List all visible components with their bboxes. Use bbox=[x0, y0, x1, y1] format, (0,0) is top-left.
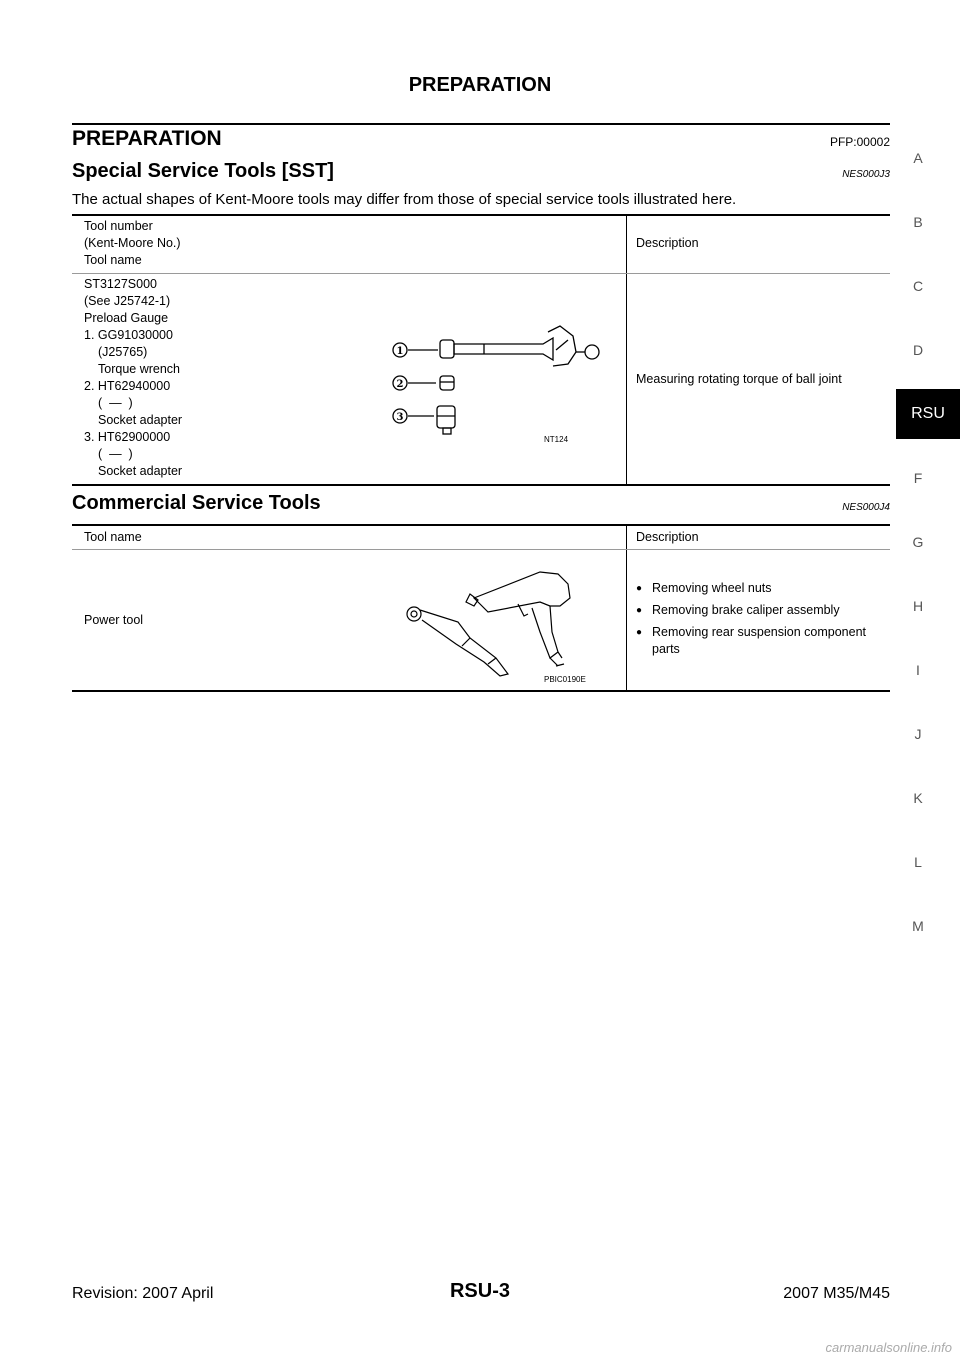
power-tool-figure bbox=[400, 562, 600, 686]
callout-2: 2 bbox=[396, 379, 404, 390]
sst-tool-line: Socket adapter bbox=[98, 464, 183, 478]
sst-table-top-rule bbox=[72, 214, 890, 216]
side-index-a[interactable]: A bbox=[913, 150, 923, 166]
side-index-m[interactable]: M bbox=[912, 918, 924, 934]
side-index-g[interactable]: G bbox=[912, 534, 924, 550]
preload-gauge-figure bbox=[388, 320, 618, 450]
cst-bullet-item: ● Removing brake caliper assembly bbox=[636, 602, 886, 619]
sst-header-col2: Description bbox=[636, 236, 699, 250]
section-code: PFP:00002 bbox=[829, 135, 890, 149]
side-index-d[interactable]: D bbox=[912, 342, 924, 358]
sst-tool-line: Preload Gauge bbox=[84, 311, 169, 325]
sst-tool-line: ( — ) bbox=[98, 447, 133, 461]
sst-header-line: (Kent-Moore No.) bbox=[84, 236, 181, 250]
sst-table-divider bbox=[626, 215, 627, 484]
side-index-l[interactable]: L bbox=[914, 854, 922, 870]
callout-3: 3 bbox=[396, 412, 404, 423]
cst-tool-name: Power tool bbox=[84, 613, 144, 627]
sst-tool-list bbox=[84, 276, 182, 480]
footer-model: 2007 M35/M45 bbox=[783, 1285, 890, 1302]
side-index-rsu-tab[interactable]: RSU bbox=[896, 389, 960, 439]
sst-tool-line: 3. HT62900000 bbox=[84, 430, 171, 444]
sst-tool-line: Socket adapter bbox=[98, 413, 183, 427]
cst-header-rule bbox=[72, 549, 890, 550]
callout-1: 1 bbox=[396, 346, 404, 357]
sst-tool-line: ST3127S000 bbox=[84, 277, 157, 291]
side-index-b[interactable]: B bbox=[913, 214, 923, 230]
sst-intro: The actual shapes of Kent-Moore tools may differ from those of special service tools illustrated here. bbox=[72, 191, 737, 208]
section-title: PREPARATION bbox=[72, 127, 222, 150]
watermark[interactable]: carmanualsonline.info bbox=[825, 1340, 952, 1355]
cst-header-col1: Tool name bbox=[84, 530, 142, 544]
cst-bullet-item: ● Removing rear suspension component parts bbox=[636, 624, 886, 658]
cst-heading: Commercial Service Tools bbox=[72, 492, 321, 514]
side-index-f[interactable]: F bbox=[913, 470, 923, 486]
sst-table-bottom-rule bbox=[72, 484, 890, 486]
side-index-j[interactable]: J bbox=[914, 726, 922, 742]
sst-tool-line: ( — ) bbox=[98, 396, 133, 410]
running-title: PREPARATION bbox=[408, 74, 552, 96]
cst-code: NES000J4 bbox=[842, 502, 890, 513]
side-index-k[interactable]: K bbox=[913, 790, 923, 806]
sst-tool-line: 1. GG91030000 bbox=[84, 328, 173, 342]
cst-bullet-item: ● Removing wheel nuts bbox=[636, 580, 886, 597]
sst-header-line: Tool name bbox=[84, 253, 142, 267]
footer-page-number: RSU-3 bbox=[449, 1280, 510, 1302]
cst-figure-label: PBIC0190E bbox=[544, 675, 586, 684]
header-rule bbox=[72, 123, 890, 125]
sst-tool-line: Torque wrench bbox=[98, 362, 180, 376]
side-index-h[interactable]: H bbox=[912, 598, 924, 614]
sst-header-line: Tool number bbox=[84, 219, 153, 233]
sst-heading: Special Service Tools [SST] bbox=[72, 160, 334, 182]
cst-bullet-list bbox=[636, 580, 886, 658]
sst-header-rule bbox=[72, 273, 890, 274]
sst-code: NES000J3 bbox=[842, 169, 890, 180]
side-index-c[interactable]: C bbox=[912, 278, 924, 294]
cst-description bbox=[636, 580, 886, 663]
cst-table-top-rule bbox=[72, 524, 890, 526]
sst-header-col1 bbox=[84, 218, 181, 269]
cst-table-bottom-rule bbox=[72, 690, 890, 692]
sst-figure-label: NT124 bbox=[544, 435, 569, 444]
footer-revision: Revision: 2007 April bbox=[72, 1285, 214, 1302]
cst-header-col2: Description bbox=[636, 530, 699, 544]
sst-description: Measuring rotating torque of ball joint bbox=[636, 372, 842, 386]
sst-tool-line: (J25765) bbox=[98, 345, 148, 359]
sst-tool-line: (See J25742-1) bbox=[84, 294, 171, 308]
sst-tool-line: 2. HT62940000 bbox=[84, 379, 171, 393]
side-index-i[interactable]: I bbox=[916, 662, 920, 678]
